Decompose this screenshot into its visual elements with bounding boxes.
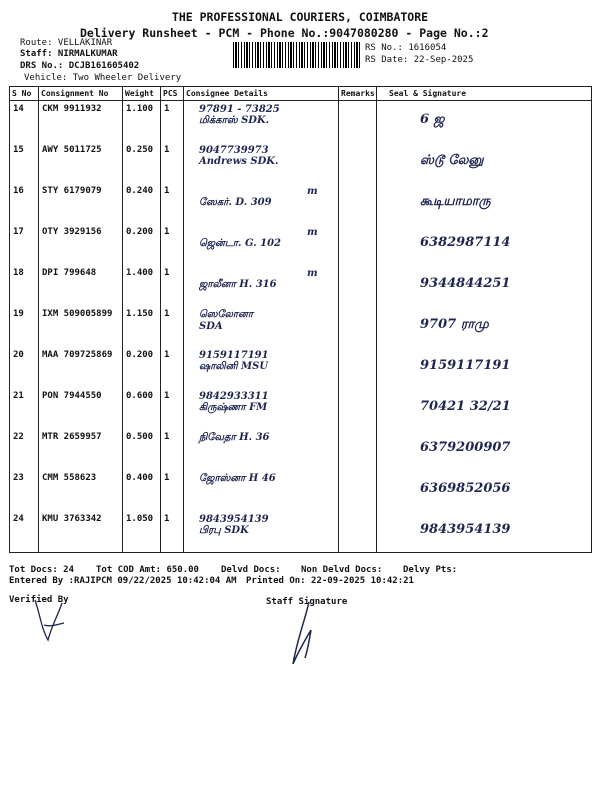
col-sno: S No: [10, 87, 39, 101]
seal-signature-cell: [377, 470, 592, 511]
remarks-cell: [339, 470, 377, 511]
sno-cell: 15: [10, 142, 39, 183]
signature-handwriting: 9344844251: [420, 276, 511, 291]
printed-on: Printed On: 22-09-2025 10:42:21: [246, 576, 414, 586]
seal-signature-cell: [377, 265, 592, 306]
col-weight: Weight: [123, 87, 161, 101]
weight-cell: 0.600: [123, 388, 161, 429]
pcs-cell: 1: [161, 429, 184, 470]
consignee-handwriting: SDA: [199, 321, 223, 332]
weight-cell: 0.500: [123, 429, 161, 470]
consignment-number: MTR 2659957: [39, 429, 123, 470]
consignee-details: [184, 470, 339, 511]
pcs-cell: 1: [161, 224, 184, 265]
consignment-number: CMM 558623: [39, 470, 123, 511]
weight-cell: 1.050: [123, 511, 161, 553]
seal-signature-cell: [377, 429, 592, 470]
consignee-handwriting: Andrews SDK.: [199, 156, 279, 167]
table-row: [10, 265, 592, 306]
consignment-number: OTY 3929156: [39, 224, 123, 265]
consignment-number: PON 7944550: [39, 388, 123, 429]
entered-by: Entered By :RAJIPCM 09/22/2025 10:42:04 AM: [9, 576, 237, 586]
sno-cell: 21: [10, 388, 39, 429]
consignee-handwriting: 9843954139: [199, 514, 269, 525]
sno-cell: 23: [10, 470, 39, 511]
pcs-cell: 1: [161, 101, 184, 143]
seal-signature-cell: [377, 142, 592, 183]
sno-cell: 16: [10, 183, 39, 224]
consignee-handwriting: ஸேகர். D. 309: [199, 197, 272, 208]
delivery-points: Delvy Pts:: [403, 565, 458, 575]
pcs-cell: 1: [161, 347, 184, 388]
pcs-cell: 1: [161, 470, 184, 511]
remarks-cell: [339, 265, 377, 306]
consignment-number: DPI 799648: [39, 265, 123, 306]
delivered-docs: Delvd Docs:: [221, 565, 281, 575]
consignee-handwriting: 9047739973: [199, 145, 269, 156]
staff-signature-scribble: [285, 600, 325, 670]
weight-cell: 0.250: [123, 142, 161, 183]
seal-signature-cell: [377, 101, 592, 143]
seal-signature-cell: [377, 347, 592, 388]
seal-signature-cell: [377, 388, 592, 429]
consignment-number: KMU 3763342: [39, 511, 123, 553]
consignment-number: CKM 9911932: [39, 101, 123, 143]
total-docs: Tot Docs: 24: [9, 565, 75, 575]
remarks-cell: [339, 142, 377, 183]
staff-label: Staff: NIRMALKUMAR: [20, 49, 118, 59]
sno-cell: 20: [10, 347, 39, 388]
signature-handwriting: 70421 32/21: [420, 399, 511, 414]
pcs-cell: 1: [161, 183, 184, 224]
rs-date: RS Date: 22-Sep-2025: [365, 55, 474, 65]
consignee-details: [184, 142, 339, 183]
drs-number: DRS No.: DCJB161605402: [20, 61, 140, 71]
consignment-table: [9, 86, 592, 553]
consignment-number: MAA 709725869: [39, 347, 123, 388]
table-row: [10, 224, 592, 265]
col-remarks: Remarks: [339, 87, 377, 101]
sno-cell: 22: [10, 429, 39, 470]
consignee-details: [184, 388, 339, 429]
table-row: [10, 183, 592, 224]
consignee-handwriting: ஸெலோனா: [199, 309, 254, 320]
remarks-cell: [339, 347, 377, 388]
consignee-handwriting: m: [307, 186, 318, 197]
consignee-details: [184, 347, 339, 388]
signature-handwriting: 9159117191: [420, 358, 511, 373]
pcs-cell: 1: [161, 306, 184, 347]
sno-cell: 17: [10, 224, 39, 265]
table-row: [10, 101, 592, 143]
sno-cell: 19: [10, 306, 39, 347]
consignee-details: [184, 265, 339, 306]
pcs-cell: 1: [161, 388, 184, 429]
weight-cell: 1.100: [123, 101, 161, 143]
col-consignment: Consignment No: [39, 87, 123, 101]
consignee-handwriting: m: [307, 227, 318, 238]
consignment-number: STY 6179079: [39, 183, 123, 224]
consignee-handwriting: கிருஷ்ணா FM: [199, 402, 268, 413]
consignee-details: [184, 224, 339, 265]
table-row: [10, 347, 592, 388]
pcs-cell: 1: [161, 265, 184, 306]
total-cod-amount: Tot COD Amt: 650.00: [96, 565, 199, 575]
table-row: [10, 142, 592, 183]
consignee-handwriting: மிக்காஸ் SDK.: [199, 115, 270, 126]
signature-handwriting: 9843954139: [420, 522, 511, 537]
rs-number: RS No.: 1616054: [365, 43, 447, 53]
weight-cell: 1.150: [123, 306, 161, 347]
signature-handwriting: கூடியாமாரு: [420, 194, 491, 209]
weight-cell: 0.400: [123, 470, 161, 511]
col-seal-signature: Seal & Signature: [377, 87, 592, 101]
seal-signature-cell: [377, 306, 592, 347]
weight-cell: 0.240: [123, 183, 161, 224]
weight-cell: 1.400: [123, 265, 161, 306]
signature-handwriting: 6369852056: [420, 481, 511, 496]
consignee-details: [184, 183, 339, 224]
consignee-details: [184, 511, 339, 553]
weight-cell: 0.200: [123, 224, 161, 265]
sno-cell: 18: [10, 265, 39, 306]
pcs-cell: 1: [161, 511, 184, 553]
table-row: [10, 429, 592, 470]
staff-signature-label: Staff Signature: [266, 597, 348, 607]
consignee-handwriting: ஷாலினி MSU: [199, 361, 269, 372]
remarks-cell: [339, 183, 377, 224]
table-header: [10, 87, 592, 101]
pcs-cell: 1: [161, 142, 184, 183]
signature-handwriting: 6 ஜ: [420, 112, 445, 127]
signature-handwriting: 6382987114: [420, 235, 511, 250]
remarks-cell: [339, 511, 377, 553]
sno-cell: 14: [10, 101, 39, 143]
col-pcs: PCS: [161, 87, 184, 101]
consignee-handwriting: ஜாலீனா H. 316: [199, 279, 277, 290]
consignee-details: [184, 101, 339, 143]
remarks-cell: [339, 101, 377, 143]
seal-signature-cell: [377, 224, 592, 265]
sno-cell: 24: [10, 511, 39, 553]
consignment-number: AWY 5011725: [39, 142, 123, 183]
consignment-number: IXM 509005899: [39, 306, 123, 347]
barcode: [233, 42, 361, 68]
remarks-cell: [339, 429, 377, 470]
consignee-details: [184, 429, 339, 470]
table-row: [10, 511, 592, 553]
col-consignee: Consignee Details: [184, 87, 339, 101]
remarks-cell: [339, 388, 377, 429]
seal-signature-cell: [377, 511, 592, 553]
signature-handwriting: 9707 ராமு: [420, 317, 489, 332]
remarks-cell: [339, 224, 377, 265]
consignee-handwriting: 9159117191: [199, 350, 269, 361]
consignee-handwriting: ஜோஸ்னா H 46: [199, 473, 276, 484]
consignee-handwriting: 9842933311: [199, 391, 269, 402]
seal-signature-cell: [377, 183, 592, 224]
table-row: [10, 306, 592, 347]
route-label: Route: VELLAKINAR: [20, 38, 113, 48]
table-row: [10, 388, 592, 429]
consignee-handwriting: 97891 - 73825: [199, 104, 280, 115]
weight-cell: 0.200: [123, 347, 161, 388]
consignee-details: [184, 306, 339, 347]
verified-by-label: Verified By: [9, 595, 69, 605]
consignee-handwriting: ஜென்டா. G. 102: [199, 238, 281, 249]
table-row: [10, 470, 592, 511]
remarks-cell: [339, 306, 377, 347]
runsheet-title: Delivery Runsheet - PCM - Phone No.:9047080280 - Page No.:2: [80, 26, 489, 40]
consignee-handwriting: m: [307, 268, 318, 279]
consignee-handwriting: பிரபு SDK: [199, 525, 249, 536]
consignee-handwriting: நிவேதா H. 36: [199, 432, 270, 443]
company-title: THE PROFESSIONAL COURIERS, COIMBATORE: [171, 10, 429, 24]
vehicle-label: Vehicle: Two Wheeler Delivery: [24, 73, 182, 83]
non-delivered-docs: Non Delvd Docs:: [301, 565, 383, 575]
verifier-signature-scribble: [30, 595, 70, 645]
signature-handwriting: ஸ்டூ லேனு: [420, 153, 484, 168]
signature-handwriting: 6379200907: [420, 440, 511, 455]
